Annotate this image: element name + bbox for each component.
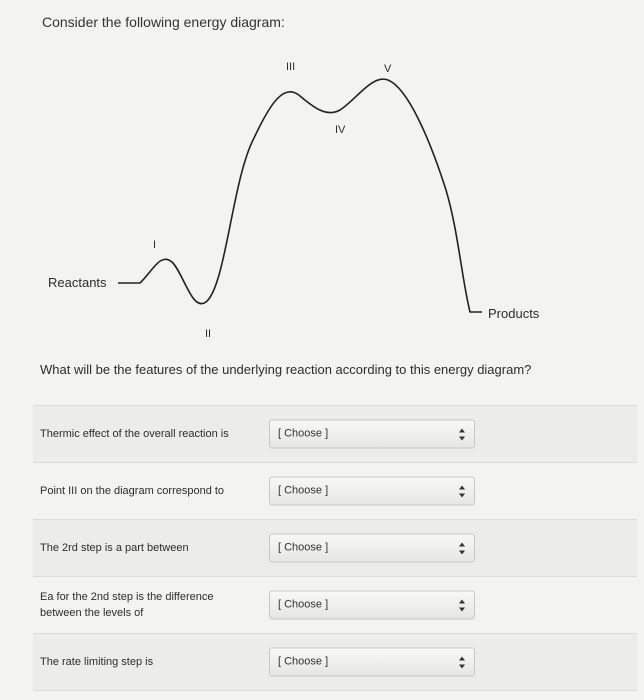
point-label-v: V — [384, 63, 392, 75]
table-row — [33, 519, 637, 576]
reactants-label: Reactants — [48, 275, 107, 290]
row-label: The rate limiting step is — [40, 656, 154, 668]
dropdown-value: [ Choose ] — [278, 484, 329, 497]
up-down-arrow-icon — [459, 486, 465, 498]
up-down-arrow-icon — [459, 657, 465, 669]
energy-diagram — [0, 40, 644, 350]
choose-dropdown[interactable] — [269, 420, 475, 449]
choose-dropdown[interactable] — [269, 534, 475, 563]
choose-dropdown[interactable] — [269, 477, 475, 506]
up-down-arrow-icon — [459, 429, 465, 441]
choose-dropdown[interactable] — [269, 648, 475, 677]
dropdown-value: [ Choose ] — [278, 541, 329, 554]
energy-curve — [118, 79, 482, 312]
point-label-ii: II — [205, 328, 212, 340]
up-down-arrow-icon — [459, 600, 465, 612]
dropdown-value: [ Choose ] — [278, 655, 329, 668]
answer-table — [33, 405, 637, 691]
table-row — [33, 462, 637, 519]
up-down-arrow-icon — [459, 543, 465, 555]
row-label: The 2rd step is a part between — [40, 542, 189, 554]
dropdown-value: [ Choose ] — [278, 427, 329, 440]
point-label-iv: IV — [335, 124, 346, 136]
question-text: What will be the features of the underlying reaction according to this energy diagram? — [40, 362, 532, 377]
point-label-iii: III — [286, 61, 296, 73]
page-heading: Consider the following energy diagram: — [42, 14, 285, 30]
dropdown-value: [ Choose ] — [278, 598, 329, 611]
row-label: Point III on the diagram correspond to — [40, 485, 225, 497]
row-label: Thermic effect of the overall reaction is — [40, 428, 229, 440]
point-label-i: I — [153, 239, 157, 251]
table-row — [33, 405, 637, 462]
row-label: Ea for the 2nd step is the difference between the levels of — [40, 591, 214, 619]
table-row — [33, 633, 637, 691]
choose-dropdown[interactable] — [269, 591, 475, 620]
products-label: Products — [488, 306, 540, 321]
table-row — [33, 576, 637, 633]
